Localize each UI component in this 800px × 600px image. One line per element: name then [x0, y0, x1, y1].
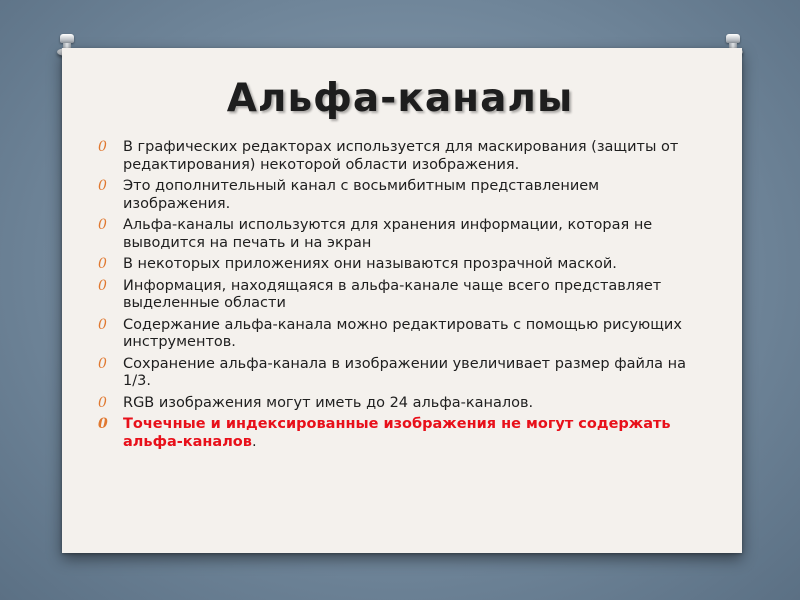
bullet-item: [98, 217, 708, 252]
bullet-item-highlighted: [98, 416, 708, 451]
bullet-text: Информация, находящаяся в альфа-канале чаще всего представляет выделенные области: [123, 277, 662, 311]
bullet-item: [98, 278, 708, 313]
bullet-item: [98, 178, 708, 213]
bullet-item: [98, 139, 708, 174]
bullet-text: Альфа-каналы используются для хранения информации, которая не выводится на печать и на экран: [123, 217, 653, 251]
bullet-marker-icon: 0: [98, 416, 108, 432]
bullet-text: RGB изображения могут иметь до 24 альфа-каналов.: [123, 394, 534, 411]
bullet-list: [98, 139, 708, 455]
bullet-text-highlighted: Точечные и индексированные изображения не могут содержать альфа-каналов: [123, 416, 671, 450]
bullet-text: В некоторых приложениях они называются прозрачной маской.: [123, 256, 617, 272]
bullet-marker-icon: 0: [98, 277, 107, 294]
bullet-item: [98, 356, 708, 391]
slide-title: Альфа-каналы: [226, 76, 574, 121]
bullet-marker-icon: 0: [98, 256, 107, 272]
bullet-text: Это дополнительный канал с восьмибитным представлением изображения.: [123, 178, 600, 212]
bullet-text: В графических редакторах используется для маскирования (защиты от редактирования) некоторой области изображения.: [123, 139, 679, 173]
bullet-text: Сохранение альфа-канала в изображении увеличивает размер файла на 1/3.: [123, 355, 687, 389]
bullet-marker-icon: 0: [98, 316, 107, 333]
bullet-marker-icon: 0: [98, 394, 107, 411]
bullet-text: Содержание альфа-канала можно редактировать с помощью рисующих инструментов.: [123, 316, 682, 350]
bullet-marker-icon: 0: [98, 355, 107, 372]
bullet-marker-icon: 0: [98, 178, 107, 194]
bullet-marker-icon: 0: [98, 217, 107, 233]
bullet-item: [98, 317, 708, 352]
bullet-item: [98, 395, 708, 413]
bullet-trailing-period: .: [251, 433, 257, 450]
bullet-item: [98, 256, 708, 274]
bullet-marker-icon: 0: [98, 139, 107, 155]
